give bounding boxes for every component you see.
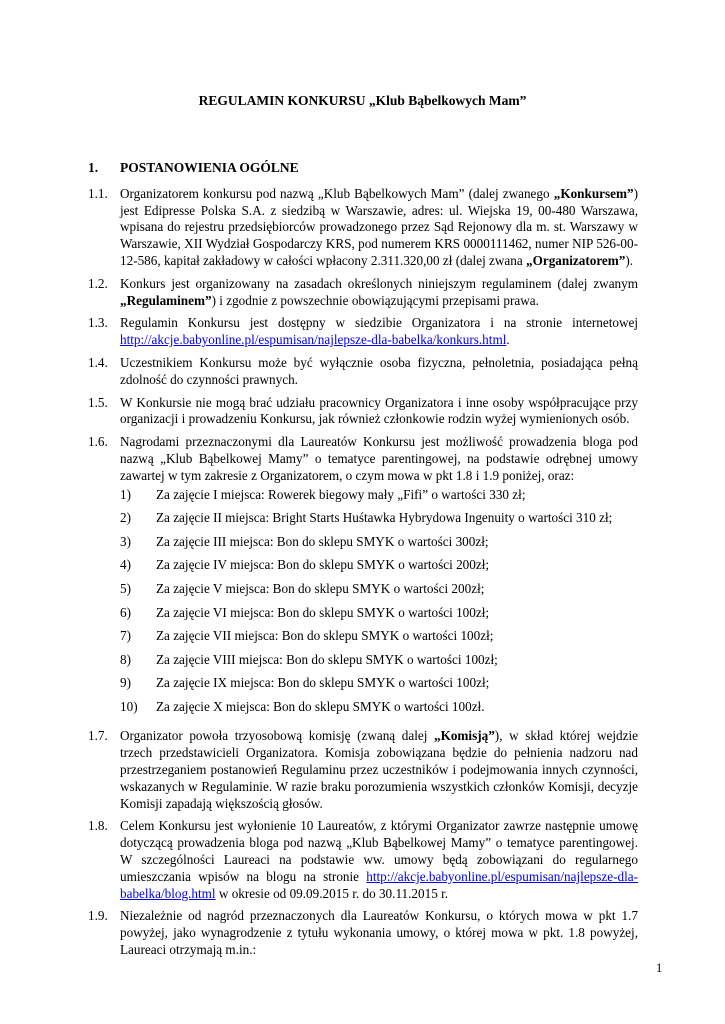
clause-text (120, 276, 638, 310)
prize-item (120, 675, 638, 692)
clause-1-6 (88, 434, 638, 722)
clause-text (120, 728, 638, 812)
prize-number: 5) (120, 580, 131, 596)
prize-number: 8) (120, 651, 131, 667)
clause-text: Niezależnie od nagród przeznaczonych dla Laureatów Konkursu, o których mowa w pkt 1.7 powyżej, jako wynagrodzenie z tytułu wykonania umowy, o której mowa w pkt. 1.8 powyżej, Laureaci otrzymają m.in.: (120, 908, 638, 958)
clause-number: 1.6. (88, 434, 108, 450)
section-number: 1. (88, 160, 99, 175)
prize-item (120, 699, 638, 716)
section-title: POSTANOWIENIA OGÓLNE (120, 160, 299, 175)
prize-item (120, 534, 638, 551)
document-body (88, 160, 638, 965)
defined-term: „Konkursem” (553, 185, 634, 201)
text-run: ) i zgodnie z powszechnie obowiązującymi przepisami prawa. (211, 292, 539, 308)
prize-number: 9) (120, 675, 131, 691)
clause-text (120, 186, 638, 270)
clause-body (120, 434, 638, 722)
prize-item (120, 652, 638, 669)
prize-text: Za zajęcie VIII miejsca: Bon do sklepu SMYK o wartości 100zł; (156, 651, 498, 667)
prize-number: 1) (120, 486, 131, 502)
clause-1-3 (88, 315, 638, 349)
clause-1-7 (88, 728, 638, 812)
page-number: 1 (656, 961, 663, 975)
prize-text: Za zajęcie II miejsca: Bright Starts Huśtawka Hybrydowa Ingenuity o wartości 310 zł; (156, 510, 613, 526)
text-run: ). (625, 252, 634, 268)
prize-item (120, 628, 638, 645)
clause-1-2 (88, 276, 638, 310)
blog-link[interactable]: http://akcje.babyonline.pl/espumisan/najlepsze-dla-babelka/blog.html (120, 868, 638, 901)
prize-number: 10) (120, 698, 138, 714)
prize-text: Za zajęcie IV miejsca: Bon do sklepu SMYK o wartości 200zł; (156, 557, 490, 573)
text-run: Celem Konkursu jest wyłonienie 10 Laureatów, z którymi Organizator zawrze następnie umowę dotyczącą prowadzenia bloga pod nazwą „Klub Bąbelkowej Mamy” o tematyce parentingowej. W szczególności Laureaci na podstawie ww. umowy będą zobowiązani do regularnego umieszczania wpisów na blogu na stronie (120, 818, 638, 884)
text-run: ) jest Edipresse Polska S.A. z siedzibą w Warszawie, adres: ul. Wiejska 19, 00-480 Warszawa, wpisana do rejestru przedsiębiorców prowadzonego przez Sąd Rejonowy dla m. st. Warszawy w Warszawie, XII Wydział Gospodarczy KRS, pod numerem KRS 0000111462, numer NIP 526-00-12-586, kapitał zakładowy w całości wpłacony 2.311.320,00 zł (dalej zwana (120, 185, 638, 268)
prize-number: 7) (120, 628, 131, 644)
prize-number: 3) (120, 533, 131, 549)
clause-text (120, 315, 638, 349)
defined-term: „Komisją” (433, 728, 495, 744)
text-run: Organizator powoła trzyosobową komisję (zwaną dalej (120, 728, 434, 744)
prize-text: Za zajęcie V miejsca: Bon do sklepu SMYK o wartości 200zł; (156, 580, 485, 596)
clause-number: 1.3. (88, 315, 108, 331)
clause-number: 1.8. (88, 818, 108, 834)
clause-number: 1.1. (88, 185, 108, 201)
prize-text: Za zajęcie VI miejsca: Bon do sklepu SMYK o wartości 100zł; (156, 604, 490, 620)
prize-number: 4) (120, 557, 131, 573)
clause-1-1 (88, 186, 638, 270)
clause-text: W Konkursie nie mogą brać udziału pracownicy Organizatora i inne osoby współpracujące przy organizacji i prowadzeniu Konkursu, jak również członkowie rodzin wyżej wymienionych osób. (120, 394, 638, 427)
clause-text (120, 818, 638, 902)
prize-item (120, 557, 638, 574)
text-run: w okresie od 09.09.2015 r. do 30.11.2015 r. (215, 885, 449, 901)
prize-item (120, 581, 638, 598)
prize-list (120, 487, 638, 716)
prize-text: Za zajęcie X miejsca: Bon do sklepu SMYK o wartości 100zł. (156, 698, 485, 714)
section-heading (88, 160, 638, 177)
clause-1-8 (88, 818, 638, 902)
clause-number: 1.4. (88, 354, 108, 370)
text-run: Regulamin Konkursu jest dostępny w siedzibie Organizatora i na stronie internetowej (120, 315, 638, 331)
clause-number: 1.5. (88, 394, 108, 410)
document-title: REGULAMIN KONKURSU „Klub Bąbelkowych Mam” (198, 93, 527, 108)
prize-text: Za zajęcie I miejsca: Rowerek biegowy mały „Fifi” o wartości 330 zł; (156, 486, 526, 502)
text-run: . (506, 332, 510, 348)
text-run: ), w skład której wejdzie trzech przedstawicieli Organizatora. Komisja zobowiązana będzie do pełnienia nadzoru nad przestrzeganiem postanowień Regulaminu przez uczestników i podejmowania innych czynności, wskazanych w Regulaminie. W razie braku porozumienia wszystkich członków Komisji, decyzje Komisji zapadają większością głosów. (120, 728, 638, 811)
prize-item (120, 487, 638, 504)
prize-item (120, 510, 638, 527)
clause-text: Nagrodami przeznaczonymi dla Laureatów Konkursu jest możliwość prowadzenia bloga pod nazwą „Klub Bąbelkowej Mamy” o tematyce parentingowej, na podstawie odrębnej umowy zawartej w tym zakresie z Organizatorem, o czym mowa w pkt 1.8 i 1.9 poniżej, oraz: (120, 434, 638, 483)
clause-text: Uczestnikiem Konkursu może być wyłącznie osoba fizyczna, pełnoletnia, posiadająca pełną zdolność do czynności prawnych. (120, 354, 638, 387)
regulations-link[interactable]: http://akcje.babyonline.pl/espumisan/najlepsze-dla-babelka/konkurs.html (120, 332, 507, 348)
clause-1-9 (88, 908, 638, 958)
text-run: Organizatorem konkursu pod nazwą „Klub Bąbelkowych Mam” (dalej zwanego (120, 185, 554, 201)
clause-1-5 (88, 395, 638, 429)
text-run: Konkurs jest organizowany na zasadach określonych niniejszym regulaminem (dalej zwanym (120, 275, 638, 291)
prize-item (120, 605, 638, 622)
prize-text: Za zajęcie VII miejsca: Bon do sklepu SMYK o wartości 100zł; (156, 628, 494, 644)
prize-text: Za zajęcie III miejsca: Bon do sklepu SMYK o wartości 300zł; (156, 533, 489, 549)
prize-text: Za zajęcie IX miejsca: Bon do sklepu SMYK o wartości 100zł; (156, 675, 490, 691)
defined-term: „Organizatorem” (526, 252, 626, 268)
clause-number: 1.2. (88, 275, 108, 291)
prize-number: 2) (120, 510, 131, 526)
clause-number: 1.7. (88, 728, 108, 744)
defined-term: „Regulaminem” (120, 292, 212, 308)
clause-1-4 (88, 355, 638, 389)
prize-number: 6) (120, 604, 131, 620)
clause-number: 1.9. (88, 908, 108, 924)
